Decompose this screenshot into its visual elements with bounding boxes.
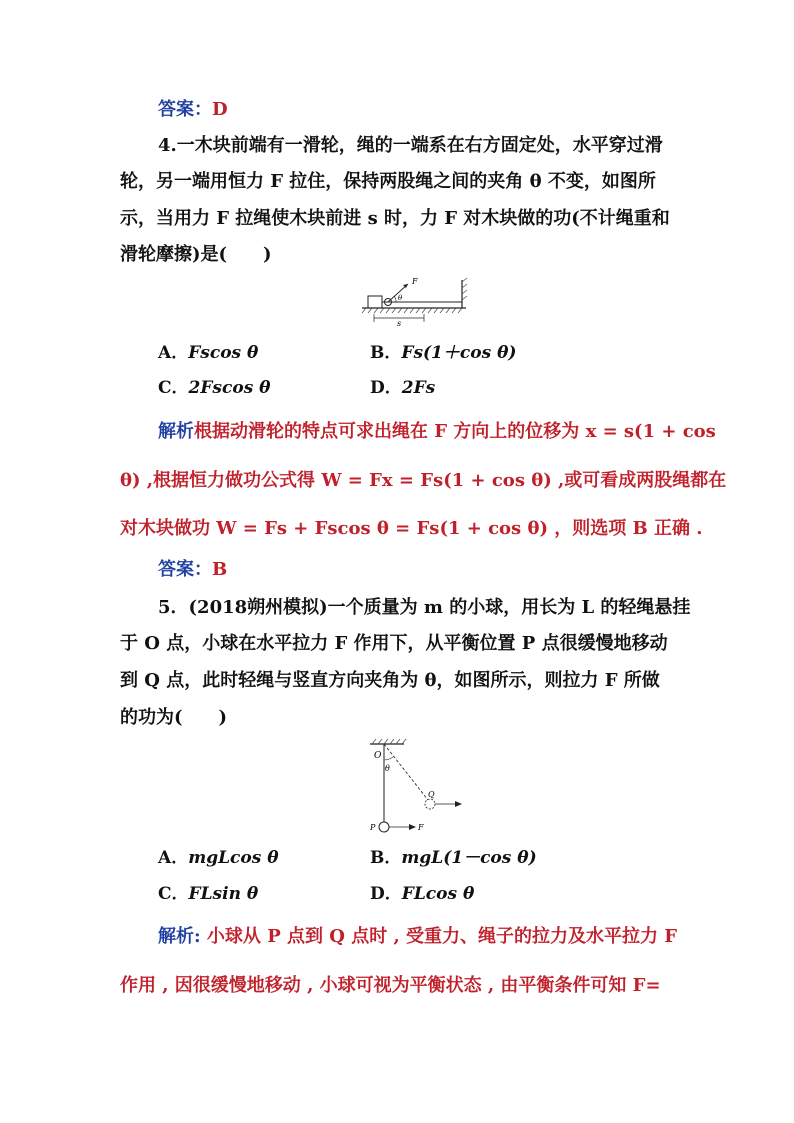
q4-line-4: 滑轮摩擦)是( ) <box>120 244 272 265</box>
q4-analysis-line-3: 对木块做功 W = Fs + Fscos θ = Fs(1 + cos θ) ，则选项 B 正确 . <box>120 518 703 539</box>
q5-analysis-line-1 <box>158 925 677 949</box>
option-text: mgL(1－cos θ) <box>401 848 537 868</box>
q5-line-4: 的功为( ) <box>120 707 228 728</box>
analysis-text: 根据动滑轮的特点可求出绳在 F 方向上的位移为 x = s(1 + cos <box>194 421 716 442</box>
angle-label: θ <box>398 294 403 302</box>
option-letter: A． <box>158 848 189 868</box>
q5-line-1: 5．(2018朔州模拟)一个质量为 m 的小球，用长为 L 的轻绳悬挂 <box>158 597 691 618</box>
q5-analysis-line-2: 作用 , 因很缓慢地移动 , 小球可视为平衡状态 , 由平衡条件可知 F= <box>120 975 661 996</box>
option-text: 2Fscos θ <box>188 378 271 398</box>
answer-line-prev <box>158 98 228 122</box>
q4-option-c[interactable] <box>158 377 271 399</box>
p-label: P <box>370 823 376 832</box>
option-text: Fs(1＋cos θ) <box>401 343 517 363</box>
ball-q-shape <box>425 799 435 809</box>
disp-label: s <box>397 319 402 328</box>
answer-value: B <box>212 559 228 580</box>
analysis-label: 解析: <box>158 926 201 947</box>
q4-option-b[interactable] <box>370 342 516 364</box>
option-text: FLsin θ <box>188 884 259 904</box>
analysis-text: 小球从 P 点到 Q 点时 , 受重力、绳子的拉力及水平拉力 F <box>200 926 678 947</box>
q4-line-3: 示，当用力 F 拉绳使木块前进 s 时，力 F 对木块做的功(不计绳重和 <box>120 208 670 229</box>
option-letter: D． <box>370 884 402 904</box>
q5-option-a[interactable] <box>158 847 279 869</box>
q4-analysis-line-1 <box>158 420 716 444</box>
q4-line-1: 4.一木块前端有一滑轮，绳的一端系在右方固定处，水平穿过滑 <box>158 135 663 156</box>
q4-option-d[interactable] <box>370 377 435 399</box>
ball-p-shape <box>379 822 389 832</box>
q4-line-2: 轮，另一端用恒力 F 拉住，保持两股绳之间的夹角 θ 不变，如图所 <box>120 171 656 192</box>
pendulum-figure <box>362 736 472 836</box>
option-letter: C． <box>158 884 189 904</box>
answer-label: 答案： <box>158 99 212 120</box>
option-letter: D． <box>370 378 402 398</box>
option-letter: C． <box>158 378 189 398</box>
q5-line-3: 到 Q 点，此时轻绳与竖直方向夹角为 θ，如图所示，则拉力 F 所做 <box>120 670 660 691</box>
option-text: mgLcos θ <box>188 848 279 868</box>
force-label: F <box>412 277 418 286</box>
q5-line-2: 于 O 点，小球在水平拉力 F 作用下，从平衡位置 P 点很缓慢地移动 <box>120 633 668 654</box>
option-text: Fscos θ <box>188 343 259 363</box>
option-text: FLcos θ <box>401 884 475 904</box>
q-label: Q <box>428 790 435 799</box>
q4-analysis-line-2: θ) ,根据恒力做功公式得 W = Fx = Fs(1 + cos θ) ,或可看成两股绳都在 <box>120 470 727 491</box>
answer-label: 答案： <box>158 559 212 580</box>
q4-option-a[interactable] <box>158 342 258 364</box>
q4-answer-line <box>158 558 227 582</box>
theta-label: θ <box>385 764 390 773</box>
f-label: F <box>418 823 424 832</box>
answer-value: D <box>212 99 228 120</box>
o-label: O <box>374 751 382 761</box>
analysis-label: 解析 <box>158 421 194 442</box>
option-letter: B． <box>370 343 402 363</box>
block-shape <box>368 296 382 308</box>
option-letter: A． <box>158 343 189 363</box>
q5-option-c[interactable] <box>158 883 258 905</box>
option-letter: B． <box>370 848 402 868</box>
q5-option-d[interactable] <box>370 883 474 905</box>
q5-option-b[interactable] <box>370 847 537 869</box>
option-text: 2Fs <box>401 378 436 398</box>
pulley-figure <box>358 272 478 332</box>
